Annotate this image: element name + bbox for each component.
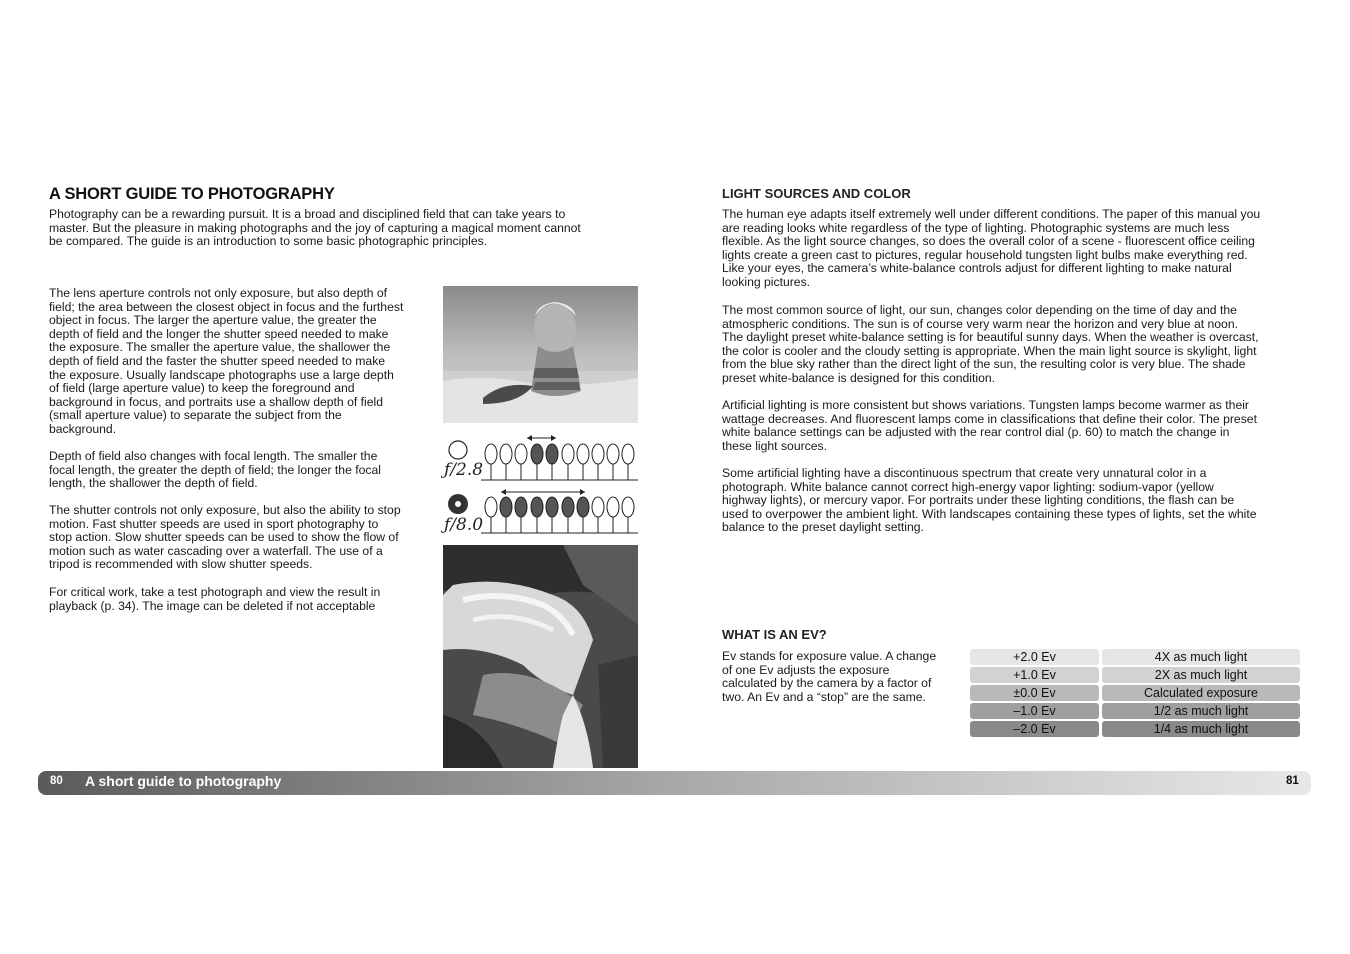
focal-length-paragraph xyxy=(49,450,439,491)
light-paragraph-1 xyxy=(722,208,1307,290)
ev-table-row xyxy=(970,703,1301,719)
light-paragraph-2 xyxy=(722,304,1307,386)
text-line: length, the shallower the depth of field. xyxy=(49,476,258,491)
text-line: calculated by the camera by a factor of xyxy=(722,676,932,691)
text-line: Photography can be a rewarding pursuit. It is a broad and disciplined field that can take years to xyxy=(49,207,566,221)
critical-work-paragraph xyxy=(49,586,439,613)
waterfall-photo xyxy=(443,545,638,768)
ev-description-cell: 2X as much light xyxy=(1102,667,1300,683)
ev-table-row xyxy=(970,721,1301,737)
text-line: white balance settings can be adjusted with the rear control dial (p. 60) to match the change in xyxy=(722,425,1230,440)
text-line: object in focus. The larger the aperture value, the greater the xyxy=(49,313,377,328)
ev-table-row xyxy=(970,649,1301,665)
aperture-label-f28: ƒ/2.8 xyxy=(444,460,484,480)
ev-table-row xyxy=(970,685,1301,701)
text-line: focal length, the greater the depth of field; the longer the focal xyxy=(49,462,381,477)
text-line: master. But the pleasure in making photographs and the joy of capturing a magical moment cannot xyxy=(49,220,581,235)
text-line: (small aperture value) to separate the subject from the xyxy=(49,408,342,423)
text-line: of field (large aperture value) to keep the foreground and xyxy=(49,381,355,396)
text-line: The daylight preset white-balance setting is for beautiful sunny days. When the weather is overcast, xyxy=(722,330,1259,345)
ev-value-cell: –1.0 Ev xyxy=(970,703,1099,719)
light-paragraph-4 xyxy=(722,467,1307,535)
text-line: background in focus, and portraits use a shallow depth of field xyxy=(49,394,384,409)
text-line: looking pictures. xyxy=(722,274,811,289)
text-line: field; the area between the closest object in focus and the furthest xyxy=(49,299,404,314)
intro-paragraph xyxy=(49,208,639,249)
text-line: tripod is recommended with slow shutter speeds. xyxy=(49,557,313,572)
text-line: highway lights), or mercury vapor. For portraits under these lighting conditions, the flash can be xyxy=(722,493,1235,508)
text-line: background. xyxy=(49,421,117,436)
aperture-paragraph xyxy=(49,287,439,437)
ev-value-cell: +1.0 Ev xyxy=(970,667,1099,683)
text-line: stop action. Slow shutter speeds can be used to show the flow of xyxy=(49,530,399,545)
ev-table-row xyxy=(970,667,1301,683)
ev-description-cell: Calculated exposure xyxy=(1102,685,1300,701)
ev-heading: WHAT IS AN EV? xyxy=(722,627,827,642)
ev-value-cell: ±0.0 Ev xyxy=(970,685,1099,701)
text-line: the color is cooler and the cloudy setting is appropriate. When the main light source is skylight, light xyxy=(722,343,1257,358)
text-line: The lens aperture controls not only exposure, but also depth of xyxy=(49,286,388,300)
text-line: of one Ev adjusts the exposure xyxy=(722,662,890,677)
page-number-left: 80 xyxy=(50,775,63,787)
text-line: wattage decreases. And fluorescent lamps come in classifications that define their color. The preset xyxy=(722,411,1257,426)
depth-of-field-diagram xyxy=(443,432,640,536)
shutter-paragraph xyxy=(49,504,439,572)
ev-description-cell: 1/4 as much light xyxy=(1102,721,1300,737)
text-line: photograph. White balance cannot correct high-energy vapor lighting: sodium-vapor (yellow xyxy=(722,479,1214,494)
text-line: The most common source of light, our sun, changes color depending on the time of day and the xyxy=(722,303,1237,317)
text-line: Some artificial lighting have a discontinuous spectrum that create very unnatural color in a xyxy=(722,466,1207,480)
text-line: depth of field and the faster the shutter speed needed to make xyxy=(49,353,386,368)
text-line: two. An Ev and a “stop” are the same. xyxy=(722,689,926,704)
text-line: Ev stands for exposure value. A change xyxy=(722,649,937,663)
text-line: lights create a green cast to pictures, regular household tungsten light bulbs make everything red. xyxy=(722,247,1248,262)
text-line: Artificial lighting is more consistent but shows variations. Tungsten lamps become warmer as their xyxy=(722,398,1249,412)
text-line: the exposure. Usually landscape photographs use a large depth xyxy=(49,367,394,382)
ev-value-cell: +2.0 Ev xyxy=(970,649,1099,665)
text-line: The shutter controls not only exposure, but also the ability to stop xyxy=(49,503,401,517)
ev-table xyxy=(970,649,1301,739)
text-line: from the blue sky rather than the direct light of the sun, the resulting color is very blue. The shade xyxy=(722,357,1246,372)
ev-description-cell: 4X as much light xyxy=(1102,649,1300,665)
text-line: Depth of field also changes with focal length. The smaller the xyxy=(49,449,378,463)
text-line: used to overpower the ambient light. With landscapes containing these types of lights, set the white xyxy=(722,506,1257,521)
text-line: Like your eyes, the camera’s white-balance controls adjust for different lighting to make natural xyxy=(722,261,1232,276)
text-line: atmospheric conditions. The sun is of course very warm near the horizon and very blue at noon. xyxy=(722,316,1238,331)
page-title: A SHORT GUIDE TO PHOTOGRAPHY xyxy=(49,185,335,203)
text-line: the exposure. The smaller the aperture value, the shallower the xyxy=(49,340,391,355)
ev-paragraph xyxy=(722,650,962,704)
beach-girl-photo xyxy=(443,286,638,423)
text-line: For critical work, take a test photograph and view the result in xyxy=(49,585,381,599)
text-line: preset white-balance is designed for this condition. xyxy=(722,370,996,385)
footer-section-title: A short guide to photography xyxy=(85,773,282,789)
text-line: motion. Fast shutter speeds are used in sport photography to xyxy=(49,516,379,531)
page-number-right: 81 xyxy=(1286,775,1299,787)
text-line: are reading looks white regardless of the type of lighting. Photographic systems are much less xyxy=(722,220,1230,235)
text-line: The human eye adapts itself extremely well under different conditions. The paper of this manual you xyxy=(722,207,1261,221)
text-line: motion such as water cascading over a waterfall. The use of a xyxy=(49,543,383,558)
light-paragraph-3 xyxy=(722,399,1307,453)
text-line: flexible. As the light source changes, so does the overall color of a scene - fluorescent office ceiling xyxy=(722,234,1255,249)
ev-value-cell: –2.0 Ev xyxy=(970,721,1099,737)
text-line: depth of field and the longer the shutter speed needed to make xyxy=(49,326,389,341)
text-line: be compared. The guide is an introduction to some basic photographic principles. xyxy=(49,234,488,249)
text-line: balance to the preset daylight setting. xyxy=(722,520,924,535)
aperture-label-f80: ƒ/8.0 xyxy=(444,515,484,535)
light-sources-heading: LIGHT SOURCES AND COLOR xyxy=(722,186,911,201)
ev-description-cell: 1/2 as much light xyxy=(1102,703,1300,719)
text-line: playback (p. 34). The image can be deleted if not acceptable xyxy=(49,598,376,613)
text-line: these light sources. xyxy=(722,438,828,453)
